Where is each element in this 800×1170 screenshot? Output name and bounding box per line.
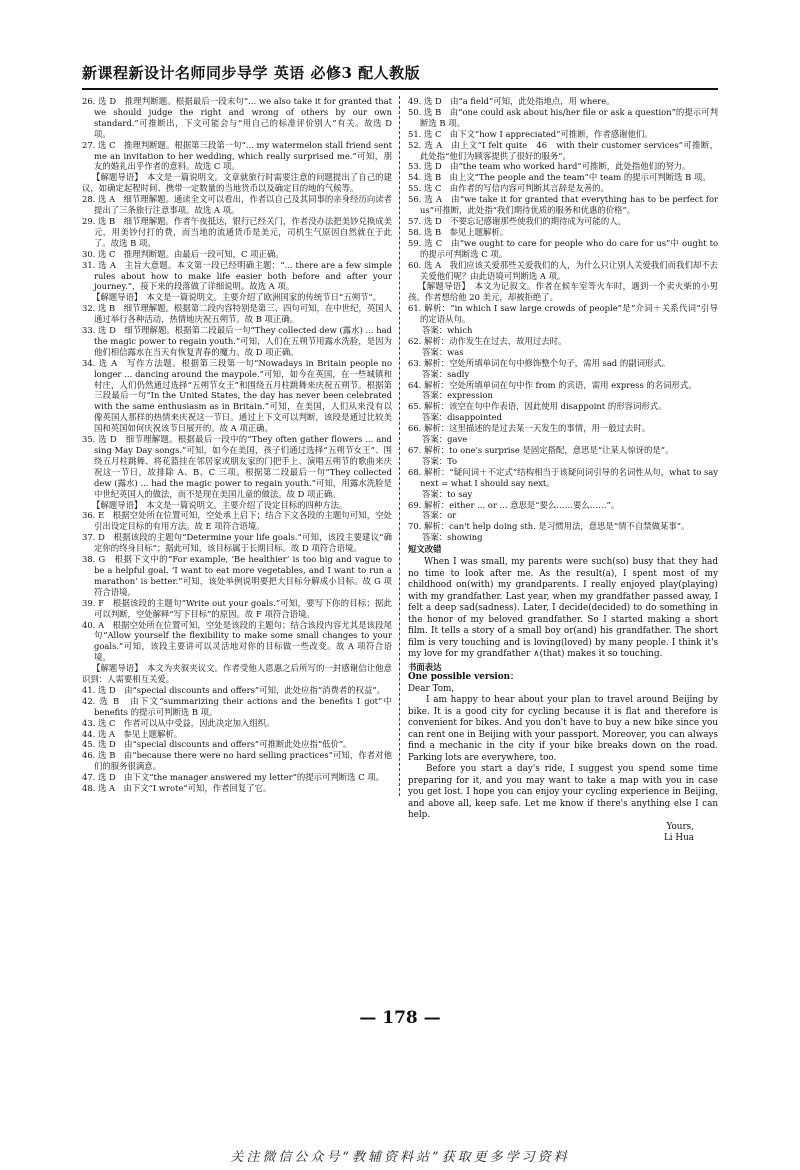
answer-item: 63. 解析：空处所填单词在句中修饰整个句子，需用 sad 的副词形式。 bbox=[408, 357, 671, 368]
book-title: 新课程新设计名师同步导学 英语 必修3 配人教版 bbox=[82, 64, 421, 82]
essay-label: One possible version： bbox=[408, 672, 519, 683]
answer-item: 41. 选 D 由“special discounts and offers”可知，此处应指“消费者的权益”。 bbox=[82, 684, 386, 695]
answer-line: 答案：or bbox=[422, 510, 457, 521]
answer-item: 27. 选 C 推理判断题。根据第三段第一句“... my watermelon stall friend sent me an invitation to her wedding, which really surprised me.”可知，朋友的婚礼出乎作者的意料。故选 C 项。 bbox=[82, 139, 392, 172]
answer-line: 答案：sadly bbox=[422, 368, 470, 379]
answer-item: 62. 解析：动作发生在过去，故用过去时。 bbox=[408, 335, 567, 346]
passage-guide: 【解题导语】 本文是一篇说明文。主要介绍了设定目标的四种方法。 bbox=[92, 499, 348, 510]
essay-paragraph-1: I am happy to hear about your plan to travel around Beijing by bike. It is a good city for cycling because it is flat and therefore is convenient for bikes. And you don't have to buy a new bike since you can rent one in Beijing with your passport. Moreover, you can always find a mechanic in the city if your bike breaks down on the road. Parking lots are everywhere, too. bbox=[408, 695, 718, 763]
answer-item: 65. 解析：该空在句中作表语，因此使用 disappoint 的形容词形式。 bbox=[408, 401, 667, 412]
footer-note: 关注微信公众号“教辅资料站”获取更多学习资料 bbox=[230, 1150, 570, 1165]
answer-line: 答案：showing bbox=[422, 532, 483, 543]
answer-line: 答案：To bbox=[422, 455, 458, 466]
answer-item: 38. G 根据下文中的“For example, ‘Be healthier’ is too big and vague to be a helpful goal. ‘I want to eat more vegetables, and I want to run a marathon’ is better.”可知，该处举例说明要把大目标分解成小目标。故 G 项符合语境。 bbox=[82, 554, 392, 597]
answer-item: 34. 选 A 写作方法题。根据第三段第一句“Nowadays in Britain people no longer ... dancing around the maypole.”可知，如今在英国，在一些城镇和村庄，人们仍然通过选择“五朔节女王”和围绕五月柱跳舞来庆祝五朔节。根据第三段最后一句“In the United States, the day has never been celebrated with the same enthusiasm as in Britain.”可知，在美国，人们从来没有以像英国人那样的热情来庆祝这一节日。通过上下文可以判断，该段是通过比较美国和英国如何庆祝该节日展开的。故 A 项正确。 bbox=[82, 357, 392, 434]
column-divider bbox=[399, 96, 400, 796]
answer-item: 30. 选 C 推理判断题。由最后一段可知，C 项正确。 bbox=[82, 248, 284, 259]
correction-passage bbox=[408, 557, 718, 661]
answer-items bbox=[408, 96, 718, 543]
answer-item: 53. 选 D 由“the team who worked hard”可推断，此处指他们的努力。 bbox=[408, 161, 691, 172]
answer-item: 59. 选 C 由“we ought to care for people who do care for us”中 ought to 的提示可判断选 C 项。 bbox=[408, 237, 718, 259]
answer-item: 28. 选 A 细节理解题。通读全文可以看出，作者以自己及其同事的亲身经历向读者提出了三条旅行注意事项。故选 A 项。 bbox=[82, 194, 392, 216]
answer-item: 36. E 根据空处所在位置可知，空处承上启下；结合下文各段的主题句可知，空处引出设定目标的有用方法。故 E 项符合语境。 bbox=[82, 510, 392, 532]
passage-guide: 【解题导语】 本文为夹叙夹议文。作者受他人恩惠之后所写的一封感谢信让他意识到：人需要相互关爱。 bbox=[82, 663, 392, 685]
answer-item: 39. F 根据该段的主题句“Write out your goals.”可知，要写下你的目标；据此可以判断，空处解释“写下目标”的原因。故 F 项符合语境。 bbox=[82, 597, 392, 619]
answer-item: 35. 选 D 细节理解题。根据最后一段中的“They often gather flowers ... and sing May Day songs.”可知，如今在美国，孩子们通过选择“五朔节女王”、围绕五月柱跳舞、将花篮挂在邻居家或朋友家的门把手上、演唱五朔节的歌曲来庆祝这一节日，故排除 A、B、C 三项。根据第二段最后一句“They collected dew (露水) ... had the magic power to regain youth.”可知，用露水洗脸是中世纪英国人的做法，而不是现在美国儿童的做法。故 D 项正确。 bbox=[82, 434, 392, 499]
passage-guide: 【解题导语】 本文是一篇说明文。文章就旅行时需要注意的问题提出了自己的建议，如确定起程时间、携带一定数量的当地货币以及确定目的地的气候等。 bbox=[82, 172, 392, 194]
answer-item: 57. 选 D 不要忘记感谢那些使我们的期待成为可能的人。 bbox=[408, 215, 626, 226]
answer-item: 54. 选 B 由上文“The people and the team”中 team 的提示可判断选 B 项。 bbox=[408, 172, 711, 183]
answer-item: 66. 解析：这里描述的是过去某一天发生的事情，用一般过去时。 bbox=[408, 423, 651, 434]
answer-item: 29. 选 B 细节理解题。作者午夜抵达，银行已经关门，作者没办法把美钞兑换成美元，用美钞付打的费，而当地的流通货币是美元，司机生气原因自然就在于此了。故选 B 项。 bbox=[82, 215, 392, 248]
sample-essay bbox=[408, 672, 718, 822]
correction-text: When I was small, my parents were such(so) busy that they had no time to look after me. As the result(a), I spent most of my childhood on(with) my grandparents. I really enjoyed play(playing) with my grandfather. Last year, when my grandfather passed away, I felt a deep sad(sadness). Later, I decide(decided) to do something in the honor of my beloved grandfather. So I started making a short film. It tells a story of a small boy or(and) his grandfather. The short film is very touching and is loving(loved) by many people. I think it's my love for my grandfather ∧(that) makes it so touching. bbox=[408, 557, 718, 660]
answer-line: 答案：which bbox=[422, 325, 473, 336]
answer-item: 46. 选 B 由“because there were no hard selling practices”可知，作者对他们的服务很满意。 bbox=[82, 750, 392, 772]
answer-item: 69. 解析：either ... or ... 意思是“要么……要么……”。 bbox=[408, 499, 620, 510]
answer-item: 31. 选 A 主旨大意题。本文第一段已经明确主题：“... there are a few simple rules about how to make life easier both before and after your journey.”，接下来的段落做了详细说明。故选 A 项。 bbox=[82, 259, 392, 292]
answer-item: 61. 解析：“in which I saw large crowds of people”是“介词＋关系代词”引导的定语从句。 bbox=[408, 303, 718, 325]
passage-guide: 【解题导语】 本文为记叙文。作者在候车室等火车时，遇到一个卖火柴的小男孩。作者想给他 20 美元，却被拒绝了。 bbox=[408, 281, 718, 303]
answer-item: 43. 选 C 作者可以从中受益，因此决定加入组织。 bbox=[82, 717, 275, 728]
answer-item: 60. 选 A 我们应该关爱那些关爱我们的人，为什么只让别人关爱我们而我们却不去关爱他们呢？由此语境可判断选 A 项。 bbox=[408, 259, 718, 281]
essay-signature: Li Hua bbox=[663, 833, 694, 844]
answer-item: 32. 选 B 细节理解题。根据第二段内容特别是第三、四句可知，在中世纪，英国人通过举行各种活动，热情地庆祝五朔节。故 B 项正确。 bbox=[82, 303, 392, 325]
page-header bbox=[82, 62, 718, 90]
answer-item: 51. 选 C 由下文“how I appreciated”可推断，作者感谢他们。 bbox=[408, 128, 653, 139]
answer-item: 40. A 根据空处所在位置可知，空处是该段的主题句；结合该段内容尤其是该段尾句“Allow yourself the flexibility to make some small changes to your goals.”可知，该段主要讲可以灵活地对你的目标做一些改变。故 A 项符合语境。 bbox=[82, 619, 392, 663]
answer-item: 56. 选 A 由“we take it for granted that everything has to be perfect for us”可推断，此处指“我们期待优质的服务和优惠的价格”。 bbox=[408, 194, 718, 216]
answer-item: 37. D 根据该段的主题句“Determine your life goals.”可知，该段主要建议“确定你的终身目标”；据此可知，该目标属于长期目标。故 D 项符合语境。 bbox=[82, 532, 392, 554]
answer-item: 52. 选 A 由上文“I felt quite 46 with their customer services”可推断，此处指“他们为顾客提供了很好的服务”。 bbox=[408, 139, 718, 161]
answer-item: 42. 选 B 由下文“summarizing their actions and the benefits I got”中 benefits 的提示可判断选 B 项。 bbox=[82, 695, 392, 717]
answer-item: 55. 选 C 由作者的写信内容可判断其言辞是友善的。 bbox=[408, 183, 609, 194]
answer-item: 49. 选 D 由“a field”可知，此处指地点，用 where。 bbox=[408, 96, 615, 106]
essay-closing: Yours, bbox=[666, 821, 694, 832]
writing-heading: 书面表达 bbox=[408, 661, 442, 672]
answer-item: 58. 选 B 参见上题解析。 bbox=[408, 226, 509, 237]
answer-item: 70. 解析：can't help doing sth. 是习惯用法，意思是“情不自禁做某事”。 bbox=[408, 521, 690, 532]
answer-line: 答案：to say bbox=[422, 488, 473, 499]
answer-line: 答案：disappointed bbox=[422, 412, 502, 423]
answer-line: 答案：expression bbox=[422, 390, 493, 401]
answer-item: 44. 选 A 参见上题解析。 bbox=[82, 728, 183, 739]
answer-item: 45. 选 D 由“special discounts and offers”可推断此处应指“低价”。 bbox=[82, 739, 352, 750]
answer-item: 67. 解析：to one's surprise 是固定搭配，意思是“让某人惊讶的是”。 bbox=[408, 445, 674, 455]
correction-heading: 短文改错 bbox=[408, 544, 442, 555]
passage-guide: 【解题导语】 本文是一篇说明文。主要介绍了欧洲国家的传统节日“五朔节”。 bbox=[92, 292, 382, 303]
essay-paragraph-2: Before you start a day's ride, I suggest you spend some time preparing for it, and you may want to take a map with you in case you get lost. I hope you can enjoy your cycling experience in Beijing, and above all, keep safe. Let me know if there's anything else I can help. bbox=[408, 764, 718, 821]
answer-item: 64. 解析：空处所填单词在句中作 from 的宾语，需用 express 的名词形式。 bbox=[408, 379, 697, 390]
page-number: — 178 — bbox=[359, 1008, 441, 1028]
answer-item: 26. 选 D 推理判断题。根据最后一段末句“... we also take it for granted that we should judge the right and wrong of others by our own standard.”可推断出，下文可能会与“用自己的标准评价别人”有关。故选 D 项。 bbox=[82, 96, 392, 139]
answer-item: 50. 选 B 由“one could ask about his/her file or ask a question”的提示可判断选 B 项。 bbox=[408, 106, 718, 128]
answer-line: 答案：was bbox=[422, 346, 464, 357]
answer-item: 33. 选 D 细节理解题。根据第二段最后一句“They collected dew (露水) ... had the magic power to regain youth.”可知，人们在五朔节用露水洗脸，是因为他们相信露水在当天有恢复青春的魔力。故 D 项正确。 bbox=[82, 325, 392, 357]
answer-item: 48. 选 A 由下文“I wrote”可知，作者回复了它。 bbox=[82, 783, 272, 794]
answer-line: 答案：gave bbox=[422, 434, 468, 445]
answer-item: 47. 选 D 由下文“the manager answered my letter”的提示可判断选 C 项。 bbox=[82, 772, 385, 783]
right-column bbox=[408, 96, 718, 845]
essay-greeting: Dear Tom, bbox=[408, 683, 455, 694]
answer-item: 68. 解析：“疑问词＋不定式”结构相当于该疑问词引导的名词性从句，what to say next = what I should say next。 bbox=[408, 466, 718, 488]
left-column bbox=[82, 96, 392, 794]
